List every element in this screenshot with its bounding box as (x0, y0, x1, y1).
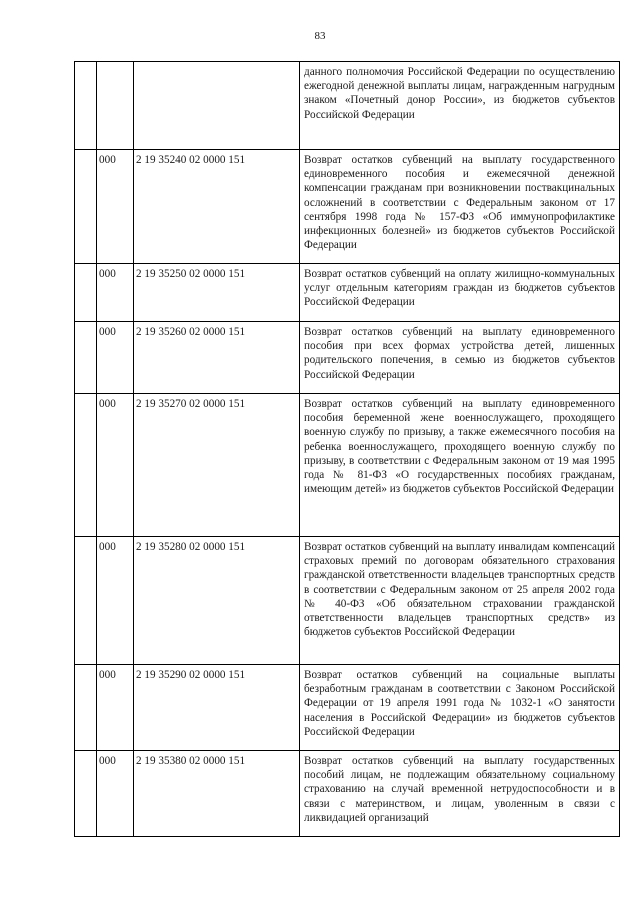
description-cell: Возврат остатков субвенций на выплату инвалидам компенсаций страховых премий по договорам обязательного страхования гражданской ответственности владельцев транспортных средств в соответствии с Федеральным законом от 25 апреля 2002 года № 40-ФЗ «Об обязательном страховании гражданской ответственности владельцев транспортных средств» из бюджетов субъектов Российской Федерации (300, 537, 620, 665)
page-number: 83 (314, 30, 326, 42)
description-cell: Возврат остатков субвенций на выплату государственных пособий лицам, не подлежащим обязательному социальному страхованию на случай временной нетрудоспособности и в связи с материнством, и лицам, уволенным в связи с ликвидацией организаций (300, 751, 620, 837)
admin-code-cell: 000 (97, 751, 134, 837)
table-row (75, 537, 620, 665)
kbk-code-cell: 2 19 35260 02 0000 151 (134, 322, 300, 394)
kbk-code-cell: 2 19 35290 02 0000 151 (134, 665, 300, 751)
table-row (75, 665, 620, 751)
admin-code-cell: 000 (97, 537, 134, 665)
table-row (75, 264, 620, 322)
kbk-code-cell: 2 19 35250 02 0000 151 (134, 264, 300, 322)
budget-codes-table (74, 61, 620, 837)
description-cell: Возврат остатков субвенций на социальные выплаты безработным гражданам в соответствии с Законом Российской Федерации от 19 апреля 1991 года № 1032-1 «О занятости населения в Российской Федерации» из бюджетов субъектов Российской Федерации (300, 665, 620, 751)
blank-cell (75, 394, 97, 537)
blank-cell (75, 150, 97, 264)
blank-cell (75, 665, 97, 751)
table-row (75, 62, 620, 150)
admin-code-cell: 000 (97, 150, 134, 264)
table-row (75, 322, 620, 394)
table-row (75, 150, 620, 264)
kbk-code-cell (134, 62, 300, 150)
table-row (75, 394, 620, 537)
admin-code-cell: 000 (97, 394, 134, 537)
description-cell: Возврат остатков субвенций на выплату государственного единовременного пособия и ежемесячной денежной компенсации гражданам при возникновении поствакцинальных осложнений в соответствии с Федеральным законом от 17 сентября 1998 года № 157-ФЗ «Об иммунопрофилактике инфекционных болезней» из бюджетов субъектов Российской Федерации (300, 150, 620, 264)
kbk-code-cell: 2 19 35240 02 0000 151 (134, 150, 300, 264)
admin-code-cell: 000 (97, 322, 134, 394)
admin-code-cell: 000 (97, 264, 134, 322)
description-cell: данного полномочия Российской Федерации по осуществлению ежегодной денежной выплаты лицам, награжденным нагрудным знаком «Почетный донор России», из бюджетов субъектов Российской Федерации (300, 62, 620, 150)
admin-code-cell: 000 (97, 665, 134, 751)
description-cell: Возврат остатков субвенций на выплату единовременного пособия при всех формах устройства детей, лишенных родительского попечения, в семью из бюджетов субъектов Российской Федерации (300, 322, 620, 394)
kbk-code-cell: 2 19 35380 02 0000 151 (134, 751, 300, 837)
blank-cell (75, 751, 97, 837)
kbk-code-cell: 2 19 35280 02 0000 151 (134, 537, 300, 665)
kbk-code-cell: 2 19 35270 02 0000 151 (134, 394, 300, 537)
blank-cell (75, 537, 97, 665)
blank-cell (75, 322, 97, 394)
admin-code-cell (97, 62, 134, 150)
blank-cell (75, 62, 97, 150)
table-row (75, 751, 620, 837)
description-cell: Возврат остатков субвенций на выплату единовременного пособия беременной жене военнослужащего, проходящего военную службу по призыву, а также ежемесячного пособия на ребенка военнослужащего, проходящего военную службу по призыву, в соответствии с Федеральным законом от 19 мая 1995 года № 81-ФЗ «О государственных пособиях гражданам, имеющим детей» из бюджетов субъектов Российской Федерации (300, 394, 620, 537)
blank-cell (75, 264, 97, 322)
description-cell: Возврат остатков субвенций на оплату жилищно-коммунальных услуг отдельным категориям граждан из бюджетов субъектов Российской Федерации (300, 264, 620, 322)
